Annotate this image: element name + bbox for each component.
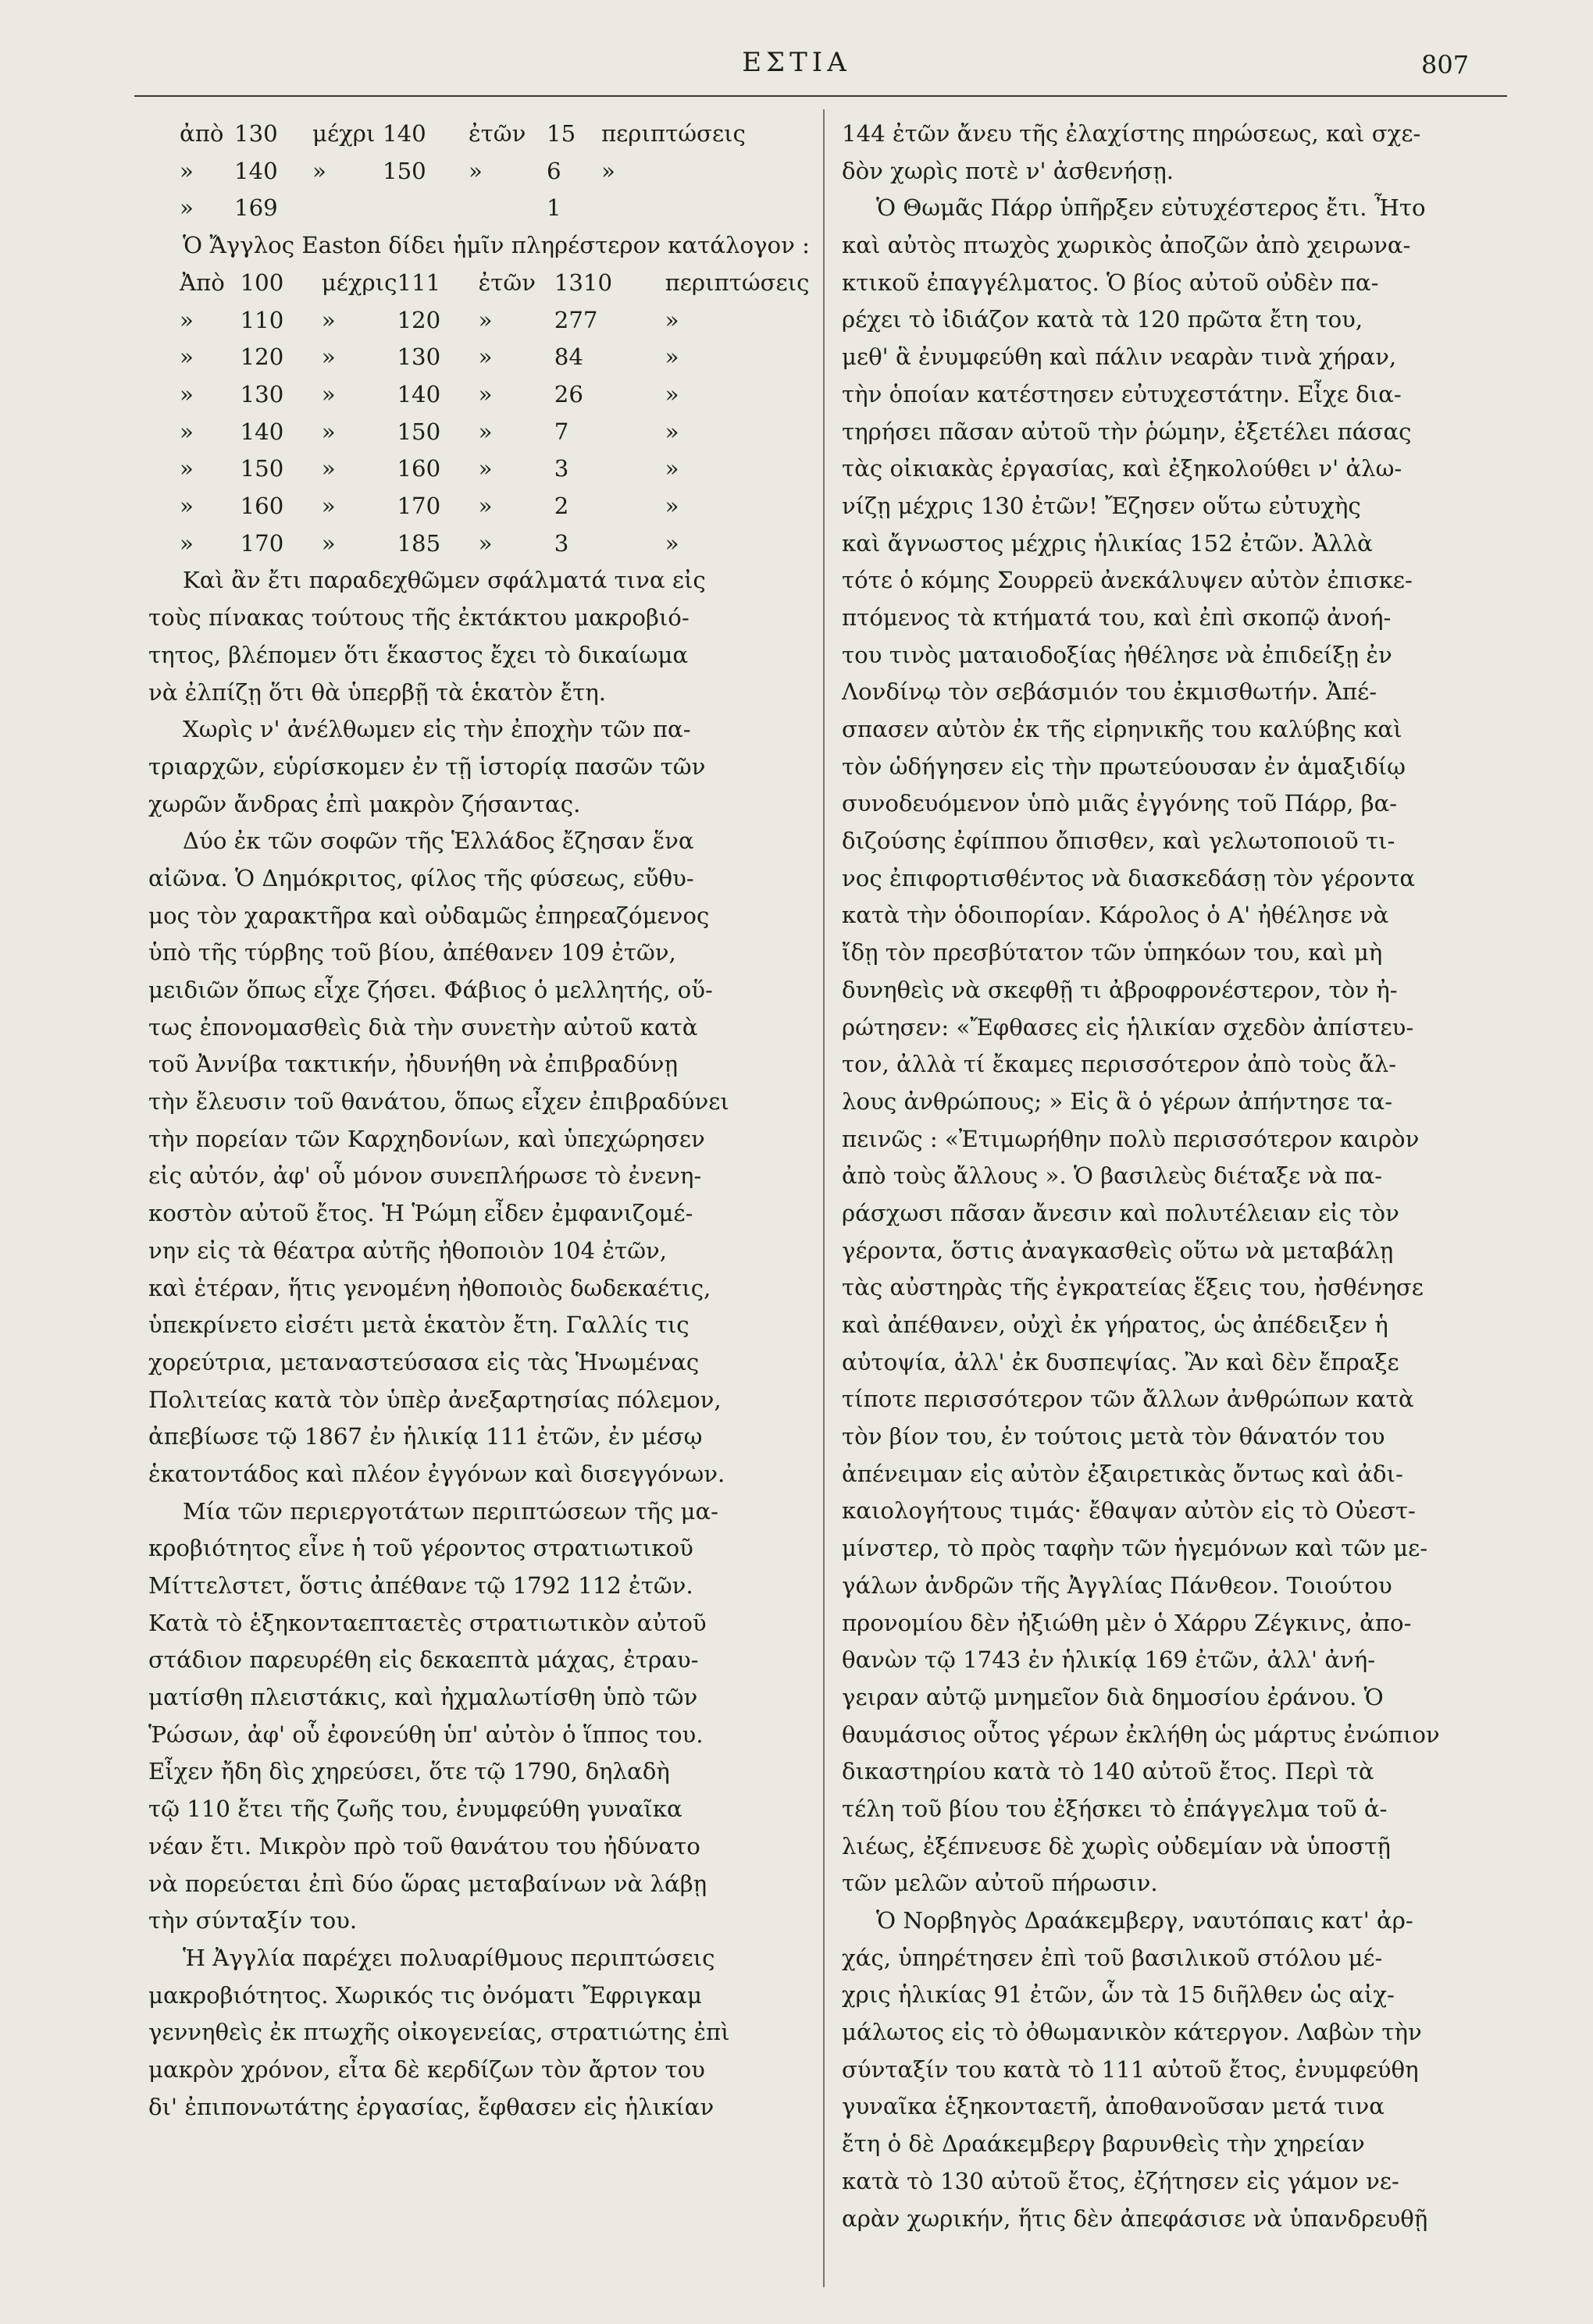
stats-cell: 110 (240, 306, 284, 333)
stats-cell: » (180, 529, 194, 557)
text-line: μος τὸν χαρακτῆρα καὶ οὐδαμῶς ἐπηρεαζόμενος (148, 902, 710, 929)
text-line: Μίττελστετ, ὅστις ἀπέθανε τῷ 1792 112 ἐτῶν. (148, 1572, 693, 1599)
stats-cell: 100 (240, 269, 284, 296)
stats-cell (383, 190, 469, 227)
stats-cell: ἐτῶν (478, 269, 536, 296)
stats-row (180, 302, 820, 340)
stats-cell: 7 (554, 418, 569, 445)
text-line: τῷ 110 ἔτει τῆς ζωῆς του, ἐνυμφεύθη γυναῖκα (148, 1795, 682, 1823)
stats-cell: 140 (397, 380, 441, 408)
stats-cell: 1 (547, 194, 561, 222)
left-column (148, 116, 820, 2126)
column-divider (823, 109, 825, 2287)
stats-cell: 2 (554, 493, 569, 520)
text-line: Ἡ Ἀγγλία παρέχει πολυαρίθμους περιπτώσεις (183, 1944, 715, 1971)
text-line: χορεύτρια, μεταναστεύσασα εἰς τὰς Ἡνωμένας (148, 1348, 700, 1376)
text-line: τὴν ἔλευσιν τοῦ θανάτου, ὅπως εἶχεν ἐπιβραδύνει (148, 1088, 729, 1116)
right-column (842, 116, 1512, 2237)
stats-cell: » (469, 157, 483, 184)
stats-row (180, 339, 820, 376)
text-line: σπασεν αὐτὸν ἐκ τῆς εἰρηνικῆς του καλύβης καὶ (842, 716, 1402, 742)
easton-intro: Ὁ Ἄγγλος Easton δίδει ἡμῖν πληρέστερον κατάλογον : (183, 232, 810, 259)
text-line: χάς, ὑπηρέτησεν ἐπὶ τοῦ βασιλικοῦ στόλου μέ- (842, 1944, 1383, 1971)
stats-cell: ἐτῶν (469, 120, 526, 147)
text-line: μίνστερ, τὸ πρὸς ταφὴν τῶν ἡγεμόνων καὶ τῶν με- (842, 1535, 1428, 1562)
stats-cell: περιπτώσεις (601, 120, 746, 147)
stats-cell: μέχρις (321, 269, 397, 296)
text-line: ματίσθη πλειστάκις, καὶ ἠχμαλωτίσθη ὑπὸ τῶν (148, 1684, 698, 1711)
page-number: 807 (1421, 50, 1470, 80)
text-line: τὰς οἰκιακὰς ἐργασίας, καὶ ἐξηκολούθει ν' ἀλω- (842, 455, 1402, 482)
text-line: θαυμάσιος οὗτος γέρων ἐκλήθη ὡς μάρτυς ἐνώπιον (842, 1721, 1440, 1748)
stats-cell: περιπτώσεις (665, 269, 810, 296)
text-line: τοὺς πίνακας τούτους τῆς ἐκτάκτου μακροβιό- (148, 604, 690, 632)
stats-row (180, 488, 820, 525)
stats-cell: » (321, 529, 336, 557)
text-line: ρέχει τὸ ἰδιάζον κατὰ τὰ 120 πρῶτα ἔτη του, (842, 306, 1363, 333)
stats-cell: 170 (397, 493, 441, 520)
text-line: τὴν σύνταξίν του. (148, 1907, 358, 1934)
text-line: δυνηθεὶς νὰ σκεφθῇ τι ἀβροφρονέστερον, τὸν ἠ- (842, 976, 1398, 1003)
text-line: συνοδευόμενον ὑπὸ μιᾶς ἐγγόνης τοῦ Πάρρ, βα- (842, 790, 1398, 817)
text-line: δὸν χωρὶς ποτὲ ν' ἀσθενήσῃ. (842, 157, 1174, 184)
text-line: μακροβιότητος. Χωρικός τις ὀνόματι Ἔφριγκαμ (148, 1981, 702, 2009)
text-line: τότε ὁ κόμης Σουρρεϋ ἀνεκάλυψεν αὐτὸν ἐπισκε- (842, 567, 1413, 594)
text-line: καὶ αὐτὸς πτωχὸς χωρικὸς ἀποζῶν ἀπὸ χειρωνα- (842, 232, 1411, 259)
stats-cell: » (180, 306, 194, 333)
stats-cell: 120 (397, 306, 441, 333)
stats-cell: » (478, 343, 493, 371)
text-line: κοστὸν αὐτοῦ ἔτος. Ἡ Ῥώμη εἶδεν ἐμφανιζομέ- (148, 1200, 693, 1227)
text-line: τὴν ὁποίαν κατέστησεν εὐτυχεστάτην. Εἶχε δια- (842, 380, 1402, 408)
text-line: καὶ ἀπέθανεν, οὐχὶ ἐκ γήρατος, ὡς ἀπέδειξεν ἡ (842, 1311, 1388, 1338)
stats-cell: » (665, 529, 679, 557)
text-line: Ὁ Θωμᾶς Πάρρ ὑπῆρξεν εὐτυχέστερος ἔτι. Ἦτο (876, 194, 1426, 222)
running-title: ΕΣΤΙΑ (742, 47, 851, 78)
stats-row (180, 153, 757, 190)
text-line: νος ἐπιφορτισθέντος νὰ διασκεδάσῃ τὸν γέροντα (842, 864, 1416, 892)
stats-cell: 277 (554, 306, 598, 333)
text-line: καιολογήτους τιμάς· ἔθαψαν αὐτὸν εἰς τὸ Οὐεστ- (842, 1497, 1416, 1525)
stats-cell: » (312, 157, 326, 184)
text-line: εἰς αὐτόν, ἀφ' οὗ μόνον συνεπλήρωσε τὸ ἐνενη- (148, 1162, 702, 1190)
stats-cell: » (665, 418, 679, 445)
text-line: διζούσης ἐφίππου ὄπισθεν, καὶ γελωτοποιοῦ τι- (842, 827, 1395, 855)
stats-cell (469, 190, 547, 227)
stats-cell: » (321, 455, 336, 482)
stats-cell: » (665, 493, 679, 520)
text-line: μειδιῶν ὅπως εἶχε ζήσει. Φάβιος ὁ μελλητής, οὕ- (148, 977, 713, 1003)
text-line: κτικοῦ ἐπαγγέλματος. Ὁ βίος αὐτοῦ οὐδὲν πα- (842, 269, 1379, 296)
stats-cell: 170 (240, 529, 284, 557)
stats-cell: 140 (240, 418, 284, 445)
stats-cell (312, 190, 383, 227)
text-line: ἔτη ὁ δὲ Δραάκεμβεργ βαρυνθεὶς τὴν χηρείαν (842, 2130, 1365, 2158)
stats-cell: 140 (234, 157, 278, 184)
text-line: ὑπεκρίνετο εἰσέτι μετὰ ἑκατὸν ἔτη. Γαλλίς τις (148, 1311, 690, 1339)
text-line: τηρήσει πᾶσαν αὐτοῦ τὴν ῥώμην, ἐξετέλει πάσας (842, 418, 1412, 445)
stats-cell: » (180, 380, 194, 408)
stats-cell: » (478, 306, 493, 333)
text-line: Ὁ Νορβηγὸς Δραάκεμβεργ, ναυτόπαις κατ' ἀρ- (876, 1907, 1413, 1934)
stats-cell: » (180, 343, 194, 371)
stats-cell: 120 (240, 343, 284, 371)
text-line: νην εἰς τὰ θέατρα αὐτῆς ἠθοποιὸν 104 ἐτῶν, (148, 1237, 668, 1264)
text-line: ἀπένειμαν εἰς αὐτὸν ἐξαιρετικὰς ὄντως καὶ ἀδι- (842, 1460, 1403, 1487)
text-line: τον, ἀλλὰ τί ἔκαμες περισσότερον ἀπὸ τοὺς ἄλ- (842, 1051, 1397, 1078)
stats-cell: » (478, 380, 493, 408)
text-line: νίζῃ μέχρις 130 ἐτῶν! Ἔζησεν οὕτω εὐτυχὴς (842, 492, 1361, 519)
stats-cell: 3 (554, 455, 569, 482)
stats-cell: » (321, 418, 336, 445)
stats-cell: 150 (397, 418, 441, 445)
stats-cell: 26 (554, 380, 583, 408)
stats-cell: » (478, 493, 493, 520)
stats-cell: 150 (383, 157, 426, 184)
stats-row (180, 450, 820, 488)
text-line: μεθ' ἃ ἐνυμφεύθη καὶ πάλιν νεαρὰν τινὰ χήραν, (842, 343, 1397, 371)
text-line: Χωρὶς ν' ἀνέλθωμεν εἰς τὴν ἐποχὴν τῶν πα- (183, 716, 691, 743)
text-line: γάλων ἀνδρῶν τῆς Ἀγγλίας Πάνθεον. Τοιούτου (842, 1571, 1392, 1599)
text-line: γέροντα, ὅστις ἀναγκασθεὶς οὕτω νὰ μεταβάλῃ (842, 1237, 1394, 1264)
text-line: ἀπὸ τοὺς ἄλλους ». Ὁ βασιλεὺς διέταξε νὰ πα- (842, 1162, 1383, 1190)
text-line: Ῥώσων, ἀφ' οὗ ἐφονεύθη ὑπ' αὐτὸν ὁ ἵππος του. (148, 1721, 704, 1748)
left-column-text (148, 562, 820, 2126)
text-line: τητος, βλέπομεν ὅτι ἕκαστος ἔχει τὸ δικαίωμα (148, 641, 689, 668)
text-line: Μία τῶν περιεργοτάτων περιπτώσεων τῆς μα- (183, 1497, 719, 1525)
stats-cell: 15 (547, 120, 576, 147)
text-line: καὶ ἄγνωστος μέχρις ἡλικίας 152 ἐτῶν. Ἀλλὰ (842, 529, 1373, 557)
text-line: καὶ ἑτέραν, ἥτις γενομένη ἠθοποιὸς δωδεκαέτις, (148, 1274, 711, 1301)
text-line: γυναῖκα ἑξηκονταετῆ, ἀποθανοῦσαν μετά τινα (842, 2093, 1385, 2120)
text-line: ἴδῃ τὸν πρεσβύτατον τῶν ὑπηκόων του, καὶ μὴ (842, 939, 1383, 966)
stats-cell: » (665, 380, 679, 408)
stats-cell: » (665, 455, 679, 482)
text-line: αὐτοψία, ἀλλ' ἐκ δυσπεψίας. Ἂν καὶ δὲν ἔπραξε (842, 1348, 1399, 1376)
stats-cell: » (665, 306, 679, 333)
stats-cell: » (478, 529, 493, 557)
stats-cell: 111 (397, 269, 441, 296)
stats-cell: 130 (234, 120, 278, 147)
header-rule (134, 95, 1507, 97)
text-line: αρὰν χωρικήν, ἥτις δὲν ἀπεφάσισε νὰ ὑπανδρευθῇ (842, 2205, 1428, 2232)
text-line: λους ἀνθρώπους; » Εἰς ἃ ὁ γέρων ἀπήντησε τα- (842, 1087, 1393, 1115)
stats-cell: 169 (234, 194, 278, 222)
text-line: τὸν ὡδήγησεν εἰς τὴν πρωτεύουσαν ἐν ἁμαξιδίῳ (842, 753, 1406, 780)
text-line: τὸν βίον του, ἐν τούτοις μετὰ τὸν θάνατόν του (842, 1423, 1385, 1450)
stats-cell: » (321, 306, 336, 333)
text-line: τὰς αὐστηρὰς τῆς ἐγκρατείας ἕξεις του, ἠσθένησε (842, 1274, 1424, 1301)
stats-cell: » (180, 455, 194, 482)
stats-row (180, 265, 820, 302)
text-line: θανὼν τῷ 1743 ἐν ἡλικίᾳ 169 ἐτῶν, ἀλλ' ἀνή- (842, 1646, 1376, 1674)
text-line: νὰ πορεύεται ἐπὶ δύο ὥρας μεταβαίνων νὰ λάβῃ (148, 1870, 707, 1897)
stats-cell: » (180, 194, 194, 222)
text-line: τίποτε περισσότερον τῶν ἄλλων ἀνθρώπων κατὰ (842, 1386, 1414, 1413)
text-line: ρώτησεν: «Ἔφθασες εἰς ἡλικίαν σχεδὸν ἀπίστευ- (842, 1013, 1414, 1041)
stats-cell: 84 (554, 343, 583, 371)
stats-cell: 130 (397, 343, 441, 371)
text-line: αἰῶνα. Ὁ Δημόκριτος, φίλος τῆς φύσεως, εὔθυ- (148, 864, 694, 892)
text-line: Λονδίνῳ τὸν σεβάσμιόν του ἐκμισθωτήν. Ἀπέ- (842, 678, 1377, 706)
stats-cell: » (180, 157, 194, 184)
text-line: σύνταξίν του κατὰ τὸ 111 αὐτοῦ ἔτος, ἐνυμφεύθη (842, 2055, 1419, 2083)
stats-row (180, 190, 757, 227)
text-line: Δύο ἐκ τῶν σοφῶν τῆς Ἑλλάδος ἔζησαν ἕνα (183, 827, 694, 855)
age-stats-table-2 (180, 265, 820, 563)
stats-cell: 185 (397, 529, 441, 557)
text-line: τως ἐπονομασθεὶς διὰ τὴν συνετὴν αὐτοῦ κατὰ (148, 1013, 698, 1041)
stats-cell: » (478, 455, 493, 482)
stats-cell: » (180, 493, 194, 520)
stats-row (180, 116, 757, 153)
text-line: στάδιον παρευρέθη εἰς δεκαεπτὰ μάχας, ἐτραυ- (148, 1646, 699, 1674)
text-line: Κατὰ τὸ ἑξηκονταεπταετὲς στρατιωτικὸν αὐτοῦ (148, 1609, 707, 1636)
text-line: τῶν μελῶν αὐτοῦ πήρωσιν. (842, 1870, 1158, 1897)
stats-cell: 1310 (554, 269, 613, 296)
text-line: νέαν ἔτι. Μικρὸν πρὸ τοῦ θανάτου του ἠδύνατο (148, 1832, 700, 1860)
text-line: τὴν πορείαν τῶν Καρχηδονίων, καὶ ὑπεχώρησεν (148, 1125, 705, 1152)
text-line: Εἶχεν ἤδη δὶς χηρεύσει, ὅτε τῷ 1790, δηλαδὴ (148, 1758, 670, 1785)
stats-cell: 150 (240, 455, 284, 482)
text-line: προνομίου δὲν ἠξιώθη μὲν ὁ Χάρρυ Ζέγκινς, ἀπο- (842, 1609, 1412, 1636)
text-line: πτόμενος τὰ κτήματά του, καὶ ἐπὶ σκοπῷ ἀνοή- (842, 603, 1392, 631)
stats-cell: 160 (240, 493, 284, 520)
stats-cell: Ἀπὸ (180, 269, 225, 296)
text-line: κατὰ τὴν ὁδοιπορίαν. Κάρολος ὁ Α' ἠθέλησε νὰ (842, 902, 1389, 929)
text-line: ὑπὸ τῆς τύρβης τοῦ βίου, ἀπέθανεν 109 ἐτῶν, (148, 939, 676, 966)
stats-cell: » (665, 343, 679, 371)
text-line: Πολιτείας κατὰ τὸν ὑπὲρ ἀνεξαρτησίας πόλεμον, (148, 1386, 722, 1413)
text-line: λιέως, ἐξέπνευσε δὲ χωρὶς οὐδεμίαν νὰ ὑποστῇ (842, 1832, 1391, 1860)
text-line: χωρῶν ἄνδρας ἐπὶ μακρὸν ζήσαντας. (148, 790, 581, 817)
stats-cell: » (321, 380, 336, 408)
text-line: μακρὸν χρόνον, εἶτα δὲ κερδίζων τὸν ἄρτον του (148, 2055, 705, 2083)
stats-cell: » (478, 418, 493, 445)
text-line: ἑκατοντάδος καὶ πλέον ἐγγόνων καὶ δισεγγόνων. (148, 1460, 725, 1487)
stats-cell (601, 190, 757, 227)
text-line: ράσχωσι πᾶσαν ἄνεσιν καὶ πολυτέλειαν εἰς τὸν (842, 1199, 1399, 1226)
stats-cell: 130 (240, 380, 284, 408)
right-column-text (842, 116, 1512, 2237)
text-line: κατὰ τὸ 130 αὐτοῦ ἔτος, ἐζήτησεν εἰς γάμον νε- (842, 2167, 1399, 2194)
text-line: γειραν αὐτῷ μνημεῖον διὰ δημοσίου ἐράνου. Ὁ (842, 1683, 1384, 1710)
text-line: χρις ἡλικίας 91 ἐτῶν, ὧν τὰ 15 διῆλθεν ὡς αἰχ- (842, 1981, 1395, 2009)
text-line: 144 ἐτῶν ἄνευ τῆς ἐλαχίστης πηρώσεως, καὶ σχε- (842, 120, 1421, 147)
stats-cell: ἀπὸ (180, 120, 224, 147)
stats-row (180, 525, 820, 563)
text-line: μάλωτος εἰς τὸ ὀθωμανικὸν κάτεργον. Λαβὼν τὴν (842, 2019, 1422, 2046)
stats-cell: » (321, 493, 336, 520)
text-line: Καὶ ἂν ἔτι παραδεχθῶμεν σφάλματά τινα εἰς (183, 567, 706, 594)
stats-cell: » (180, 418, 194, 445)
stats-cell: 140 (383, 120, 426, 147)
stats-cell: » (321, 343, 336, 371)
text-line: πεινῶς : «Ἐτιμωρήθην πολὺ περισσότερον καιρὸν (842, 1125, 1420, 1152)
stats-row (180, 414, 820, 451)
stats-cell: μέχρι (312, 120, 376, 147)
text-line: δι' ἐπιπονωτάτης ἐργασίας, ἔφθασεν εἰς ἡλικίαν (148, 2093, 715, 2120)
text-line: τοῦ Ἀννίβα τακτικήν, ἠδυνήθη νὰ ἐπιβραδύνῃ (148, 1051, 679, 1078)
stats-cell: » (601, 157, 615, 184)
text-line: του τινὸς ματαιοδοξίας ἠθέλησε νὰ ἐπιδείξῃ ἐν (842, 641, 1392, 668)
stats-cell: 160 (397, 455, 441, 482)
text-line: νὰ ἐλπίζῃ ὅτι θὰ ὑπερβῇ τὰ ἑκατὸν ἔτη. (148, 678, 607, 706)
text-line: τριαρχῶν, εὑρίσκομεν ἐν τῇ ἱστορίᾳ πασῶν τῶν (148, 753, 706, 780)
stats-cell: 6 (547, 157, 561, 184)
stats-cell: 3 (554, 529, 569, 557)
stats-row (180, 376, 820, 414)
text-line: δικαστηρίου κατὰ τὸ 140 αὐτοῦ ἔτος. Περὶ τὰ (842, 1758, 1374, 1785)
text-line: γεννηθεὶς ἐκ πτωχῆς οἰκογενείας, στρατιώτης ἐπὶ (148, 2019, 730, 2046)
text-line: ἀπεβίωσε τῷ 1867 ἐν ἡλικίᾳ 111 ἐτῶν, ἐν μέσῳ (148, 1423, 703, 1450)
text-line: κροβιότητος εἶνε ἡ τοῦ γέροντος στρατιωτικοῦ (148, 1535, 693, 1562)
age-stats-table-1 (180, 116, 757, 227)
text-line: τέλη τοῦ βίου του ἐξήσκει τὸ ἐπάγγελμα τοῦ ἁ- (842, 1795, 1388, 1822)
